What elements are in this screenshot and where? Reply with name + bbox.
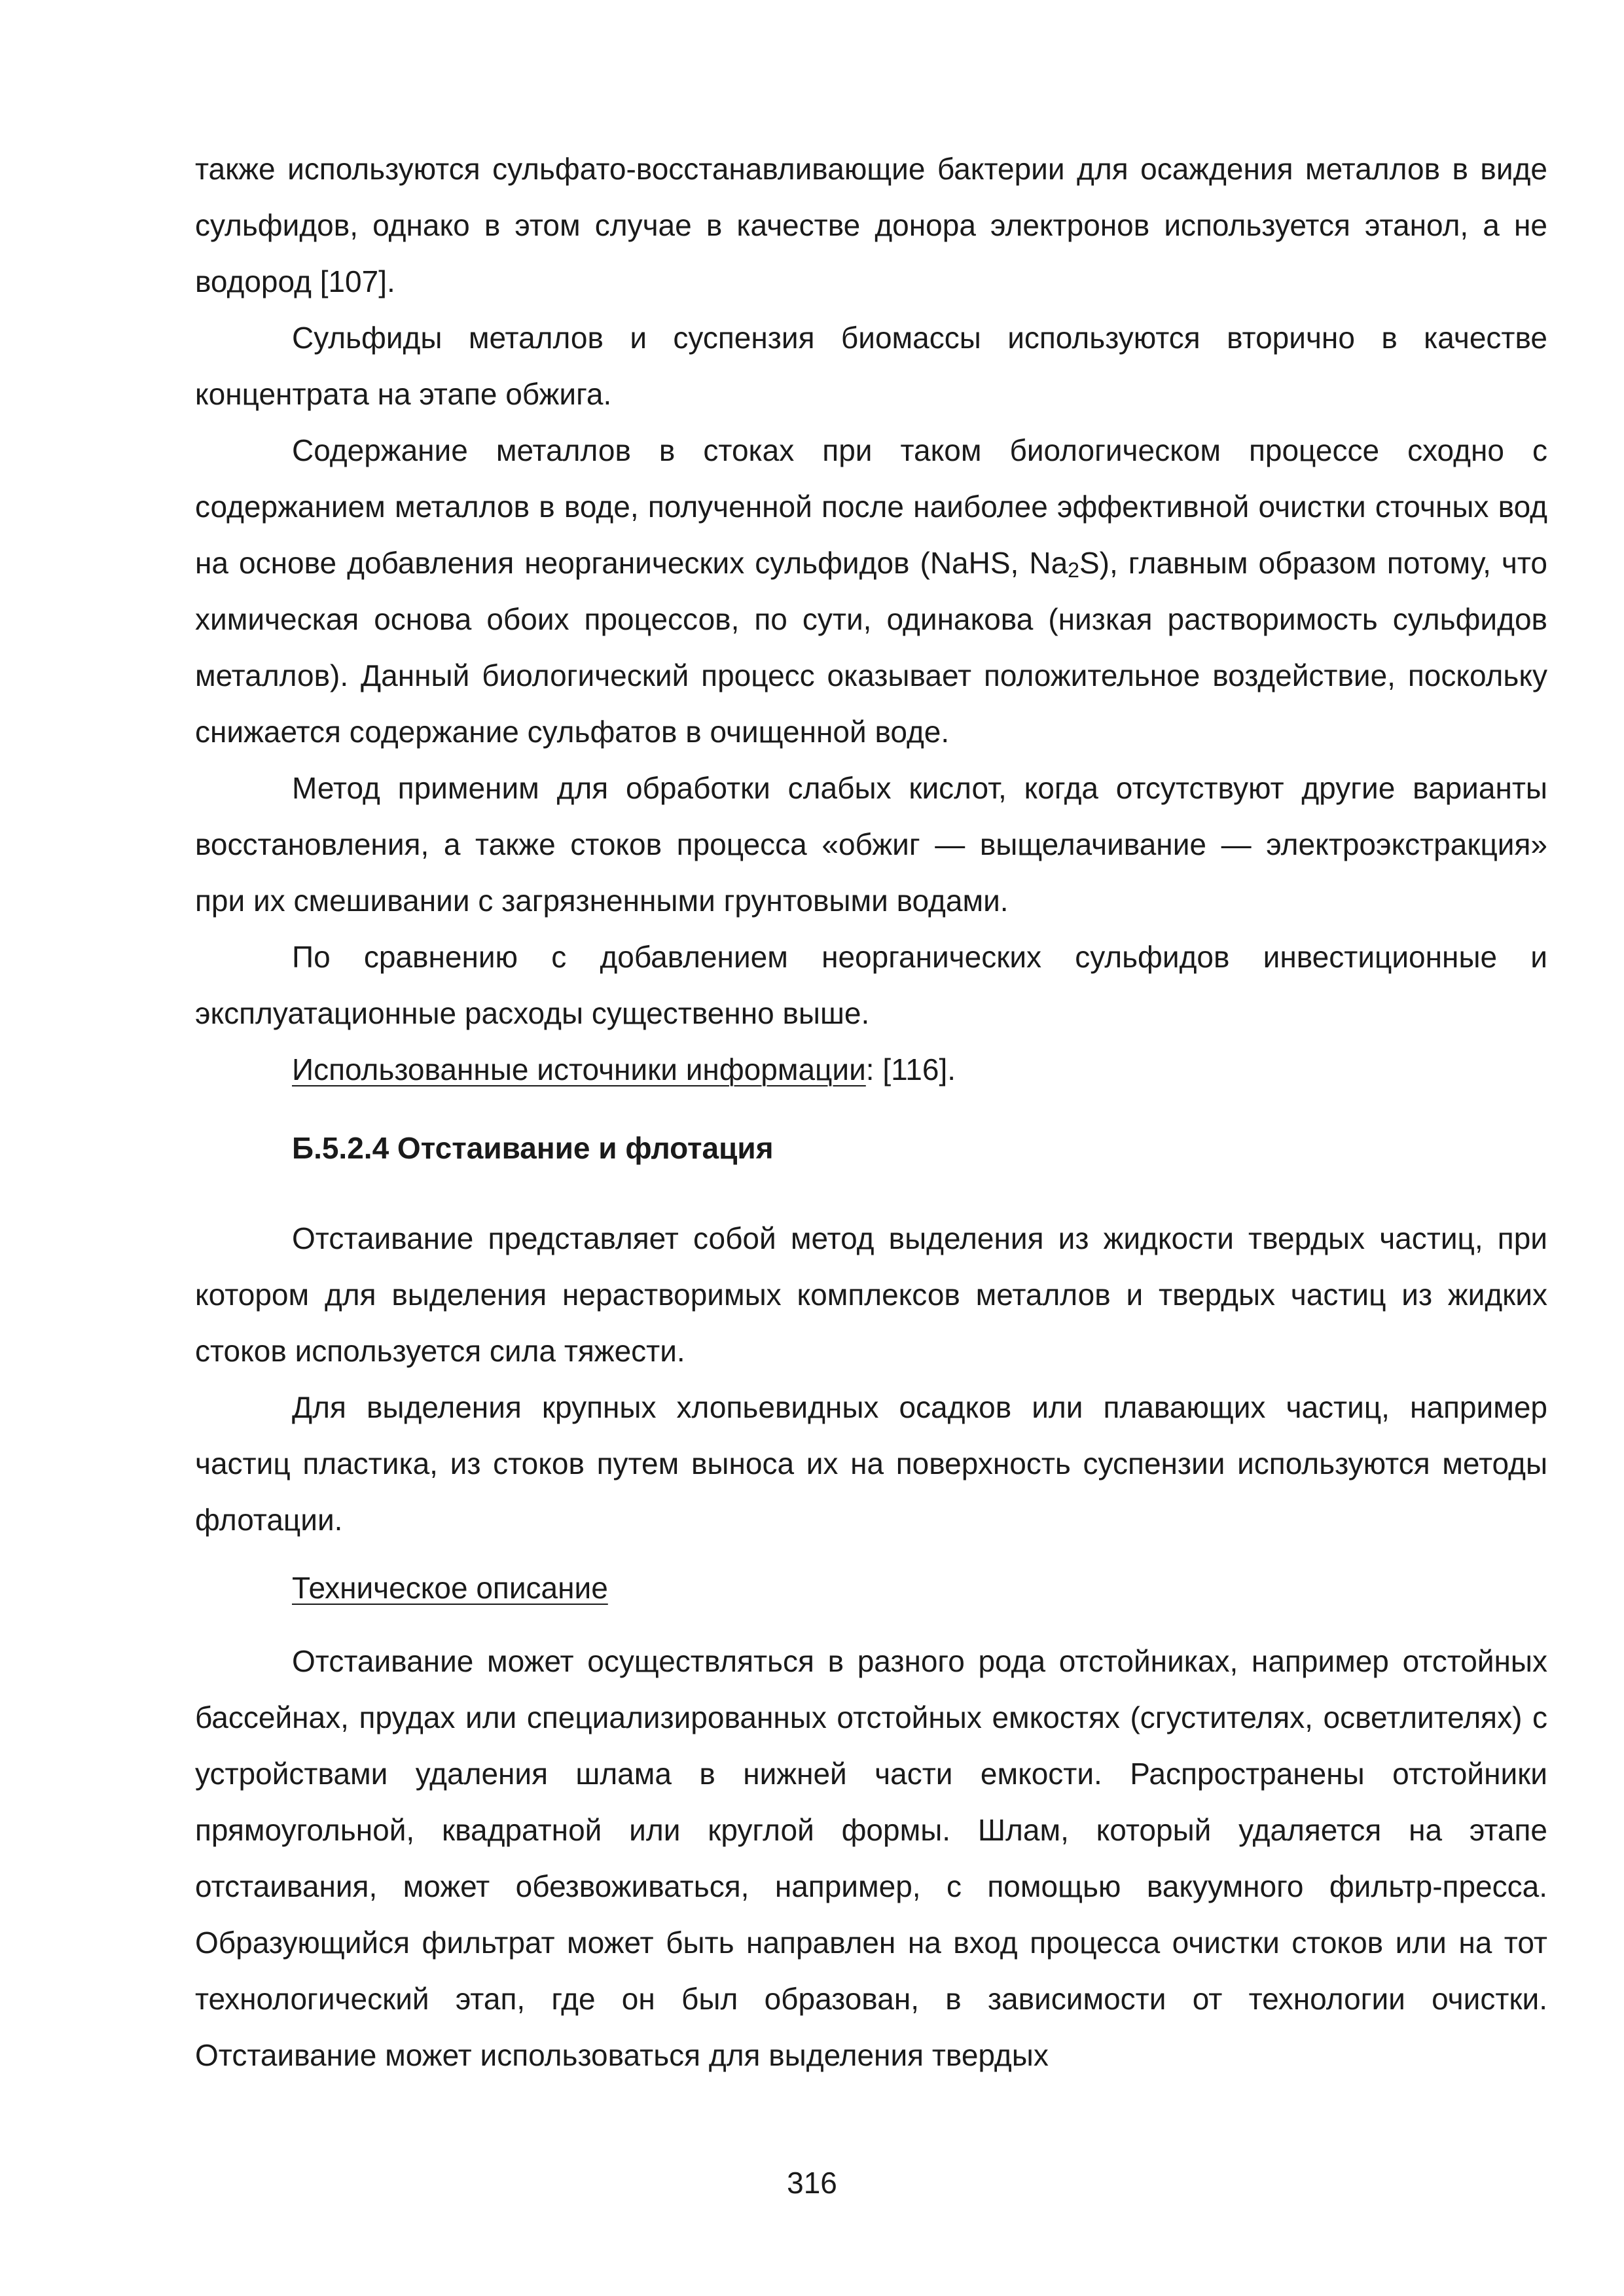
subheading-text: Техническое описание xyxy=(292,1571,608,1605)
paragraph-4: Метод применим для обработки слабых кислот, когда отсутствуют другие варианты восстановления, а также стоков процесса «обжиг — выщелачивание — электроэкстракция» при их смешивании с загрязненными грунтовыми водами. xyxy=(195,771,1547,918)
paragraph-2: Сульфиды металлов и суспензия биомассы используются вторично в качестве концентрата на этапе обжига. xyxy=(195,321,1547,411)
paragraph-3-part-b: S), главным образом потому, что химическая основа обоих процессов, по сути, одинакова (низкая растворимость сульфидов металлов). Данный биологический процесс оказывает положительное воздействие, поскольку снижается содержание сульфатов в очищенной воде. xyxy=(195,546,1547,749)
sources-line xyxy=(195,1041,1547,1098)
subheading xyxy=(195,1560,1547,1616)
section-heading: Б.5.2.4 Отстаивание и флотация xyxy=(292,1131,774,1165)
sources-label: Использованные источники информации xyxy=(292,1052,866,1086)
sources-value: : [116]. xyxy=(865,1052,956,1086)
paragraph-8: Отстаивание может осуществляться в разного рода отстойниках, например отстойных бассейнах, прудах или специализированных отстойных емкостях (сгустителях, осветлителях) с устройствами удаления шлама в нижней части емкости. Распространены отстойники прямоугольной, квадратной или круглой формы. Шлам, который удаляется на этапе отстаивания, может обезвоживаться, например, с помощью вакуумного фильтр-пресса. Образующийся фильтрат может быть направлен на вход процесса очистки стоков или на тот технологический этап, где он был образован, в зависимости от технологии очистки. Отстаивание может использоваться для выделения твердых xyxy=(195,1644,1547,2072)
paragraph-6: Отстаивание представляет собой метод выделения из жидкости твердых частиц, при котором для выделения нерастворимых комплексов металлов и твердых частиц из жидких стоков используется сила тяжести. xyxy=(195,1221,1547,1368)
subscript-2: 2 xyxy=(1068,558,1079,582)
paragraph-3-part-a: Содержание металлов в стоках при таком биологическом процессе сходно с содержанием металлов в воде, полученной после наиболее эффективной очистки сточных вод на основе добавления неорганических сульфидов (NaHS, Na xyxy=(195,433,1547,580)
document-body xyxy=(195,141,1547,2083)
page-number: 316 xyxy=(787,2166,837,2200)
paragraph-3 xyxy=(195,422,1547,760)
paragraph-7: Для выделения крупных хлопьевидных осадков или плавающих частиц, например частиц пластика, из стоков путем выноса их на поверхность суспензии используются методы флотации. xyxy=(195,1390,1547,1537)
paragraph-5: По сравнению с добавлением неорганических сульфидов инвестиционные и эксплуатационные расходы существенно выше. xyxy=(195,940,1547,1030)
paragraph-1: также используются сульфато-восстанавливающие бактерии для осаждения металлов в виде сульфидов, однако в этом случае в качестве донора электронов используется этанол, а не водород [107]. xyxy=(195,152,1547,298)
